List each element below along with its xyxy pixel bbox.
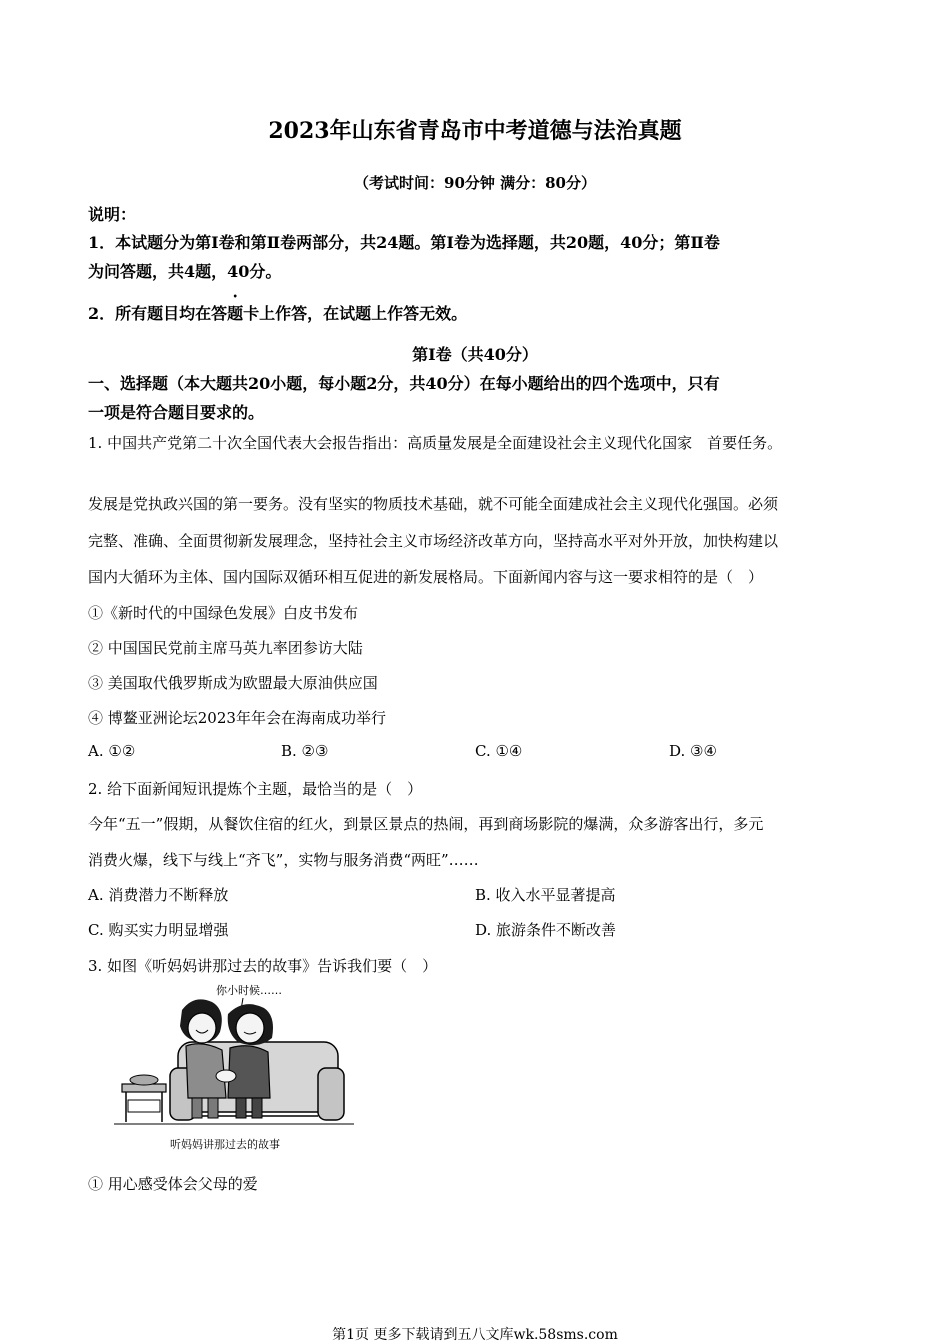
q1-item-1: ①《新时代的中国绿色发展》白皮书发布 [88,604,359,622]
part1-title: 第Ⅰ卷（共40分） [412,345,538,364]
section1-line-1: 一、选择题（本大题共20小题，每小题2分，共40分）在每小题给出的四个选项中，只有 [88,374,720,393]
q2-option-d: D. 旅游条件不断改善 [475,921,617,939]
q2-para-line-2: 消费火爆，线下与线上“齐飞”，实物与服务消费“两旺”…… [88,851,479,869]
exam-subtitle: （考试时间：90分钟 满分：80分） [354,174,596,192]
q1-item-2: ② 中国国民党前主席马英九率团参访大陆 [88,639,363,657]
instructions-heading: 说明： [88,205,137,224]
q3-item-1: ① 用心感受体会父母的爱 [88,1175,258,1193]
q2-stem: 2. 给下面新闻短讯提炼个主题，最恰当的是（ ） [88,780,423,798]
q2-para-line-1: 今年“五一”假期，从餐饮住宿的红火，到景区景点的热闹，再到商场影院的爆满，众多游客出行，多元 [88,815,764,833]
instruction-2-pre: 2．所有题目均在 [88,304,212,323]
q1-item-4: ④ 博鳌亚洲论坛2023年年会在海南成功举行 [88,709,386,727]
cartoon-caption: 听妈妈讲那过去的故事 [170,1138,280,1151]
q1-option-c: C. ①④ [475,742,523,760]
page-footer: 第1页 更多下载请到五八文库wk.58sms.com [332,1327,618,1343]
q1-item-3: ③ 美国取代俄罗斯成为欧盟最大原油供应国 [88,674,378,692]
q1-para-line-1: 发展是党执政兴国的第一要务。没有坚实的物质技术基础，就不可能全面建成社会主义现代化强国。必须 [88,495,779,513]
section1-line-2: 一项是符合题目要求的。 [88,403,265,422]
q1-option-a: A. ①② [88,742,136,760]
cartoon-speech: 你小时候…… [216,984,282,997]
q1-option-b: B. ②③ [281,742,329,760]
exam-title: 2023年山东省青岛市中考道德与法治真题 [268,118,682,144]
instruction-2-emphasis: 答题卡 [211,304,260,323]
instruction-1-line-2: 为问答题，共4题，40分。 [88,262,282,281]
q1-stem: 1. 中国共产党第二十次全国代表大会报告指出：高质量发展是全面建设社会主义现代化国家 首要任务。 [88,434,783,452]
q3-stem: 3. 如图《听妈妈讲那过去的故事》告诉我们要（ ） [88,957,438,975]
mother-story-cartoon [108,980,360,1152]
instruction-2-post: 上作答，在试题上作答无效。 [259,304,468,323]
instruction-1-line-1: 1．本试题分为第Ⅰ卷和第Ⅱ卷两部分，共24题。第Ⅰ卷为选择题，共20题，40分；第Ⅱ卷 [88,233,720,252]
q2-option-c: C. 购买实力明显增强 [88,921,229,939]
q2-option-b: B. 收入水平显著提高 [475,886,616,904]
q1-option-d: D. ③④ [669,742,717,760]
instruction-2 [88,301,467,324]
q1-para-line-2: 完整、准确、全面贯彻新发展理念，坚持社会主义市场经济改革方向，坚持高水平对外开放，加快构建以 [88,532,779,550]
q1-para-line-3: 国内大循环为主体、国内国际双循环相互促进的新发展格局。下面新闻内容与这一要求相符的是（ ） [88,568,764,586]
q2-option-a: A. 消费潜力不断释放 [88,886,229,904]
